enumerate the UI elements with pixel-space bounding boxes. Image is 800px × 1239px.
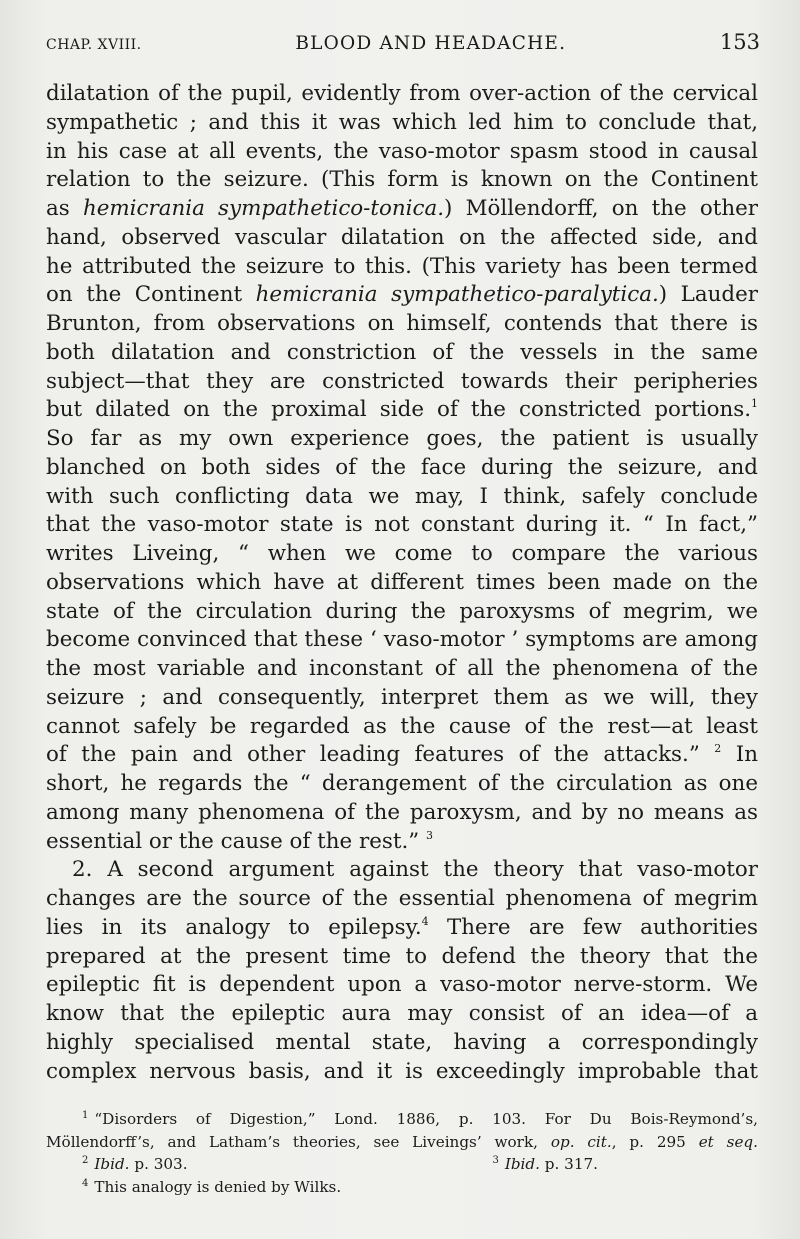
text-segment: among many phenomena of the paroxysm, and by no means as (46, 799, 758, 825)
text-segment: short, he regards the “ derangement of the circulation as one (46, 771, 758, 796)
text-line (46, 138, 758, 167)
italic-text: hemicrania sympathetico-paralytica. (255, 282, 659, 308)
text-segment: ) Möllendorff, on the other (444, 196, 758, 221)
text-line (46, 109, 758, 138)
text-segment: cannot safely be regarded as the cause of the rest—at least (46, 713, 758, 739)
text-segment: sympathetic ; and this it was which led him to conclude that, (46, 109, 758, 135)
text-segment: subject—that they are constricted towards their peripheries (46, 368, 758, 394)
text-line (46, 828, 758, 857)
text-line (46, 1029, 758, 1058)
text-segment: So far as my own experience goes, the patient is usually (46, 426, 758, 451)
text-segment: state of the circulation during the paroxysms of megrim, we (46, 598, 758, 624)
footnote-reference: 3 (425, 828, 433, 842)
footnote-marker: 3 (492, 1155, 499, 1166)
text-line (46, 1058, 758, 1087)
text-segment: Brunton, from observations on himself, contends that there is (46, 311, 758, 336)
text-segment: changes are the source of the essential phenomena of megrim (46, 886, 758, 911)
text-segment: writes Liveing, “ when we come to compare the various (46, 541, 758, 566)
text-line (46, 626, 758, 655)
running-head (46, 30, 760, 64)
text-segment: lies in its analogy to epilepsy. (46, 914, 422, 940)
text-line (46, 339, 758, 368)
text-line (46, 253, 758, 282)
footnote-reference: 4 (421, 914, 429, 928)
text-line (46, 454, 758, 483)
text-segment: epileptic fit is dependent upon a vaso-motor nerve-storm. We (46, 972, 758, 998)
text-line (46, 914, 758, 943)
text-segment: Möllendorff’s, and Latham’s theories, see Liveings’ work, (46, 1132, 551, 1151)
footnote-text: p. 317. (539, 1155, 598, 1173)
italic-text: et seq. (698, 1132, 758, 1151)
ibid-label: Ibid. (94, 1155, 130, 1173)
footnote-2 (82, 1153, 188, 1176)
text-segment: that the vaso-motor state is not constant during it. “ In fact,” (46, 512, 758, 538)
footnote-reference: 1 (751, 397, 758, 411)
text-segment: In (721, 742, 758, 768)
text-segment: “Disorders of Digestion,” Lond. 1886, p. 103. For Du Bois-Reymond’s, (94, 1110, 758, 1128)
text-line (46, 368, 758, 397)
text-line (46, 770, 758, 799)
text-segment: seizure ; and consequently, interpret them as we will, they (46, 684, 758, 710)
text-line (46, 713, 758, 742)
text-segment: become convinced that these ‘ vaso-motor ’ symptoms are among (46, 627, 758, 653)
text-line (46, 281, 758, 310)
footnote-3 (492, 1153, 598, 1176)
footnote-marker: 2 (82, 1155, 89, 1166)
text-segment: complex nervous basis, and it is exceedingly improbable that (46, 1058, 758, 1084)
text-segment: There are few authorities (428, 914, 758, 940)
text-segment: dilatation of the pupil, evidently from over-action of the cervical (46, 81, 758, 106)
text-line (46, 224, 758, 253)
text-segment: observations which have at different times been made on the (46, 569, 758, 595)
footnote-4 (46, 1176, 758, 1199)
text-line (46, 195, 758, 224)
text-segment: of the pain and other leading features of the attacks.” (46, 742, 715, 768)
text-line (46, 166, 758, 195)
footnote-1-continued (46, 1131, 758, 1154)
text-segment: know that the epileptic aura may consist of an idea—of a (46, 1001, 758, 1026)
page-title: BLOOD AND HEADACHE. (295, 33, 567, 54)
text-segment: hand, observed vascular dilatation on the affected side, and (46, 224, 758, 250)
text-segment: both dilatation and constriction of the vessels in the same (46, 339, 758, 365)
text-segment: with such conflicting data we may, I think, safely conclude (46, 483, 758, 509)
italic-text: op. cit. (550, 1132, 612, 1151)
text-segment: prepared at the present time to defend the theory that the (46, 943, 758, 969)
text-line (46, 511, 758, 540)
footnote-reference: 2 (714, 742, 722, 756)
footnotes (46, 1108, 758, 1198)
text-line (46, 971, 758, 1000)
text-line (46, 598, 758, 627)
text-segment: blanched on both sides of the face during the seizure, and (46, 454, 758, 480)
text-segment: the most variable and inconstant of all the phenomena of the (46, 656, 758, 681)
italic-text: hemicrania sympathetico-tonica. (82, 196, 445, 221)
footnote-1 (46, 1108, 758, 1131)
footnote-marker: 4 (82, 1177, 89, 1189)
text-line (46, 799, 758, 828)
text-line (46, 569, 758, 598)
text-line (46, 1000, 758, 1029)
ibid-label: Ibid. (504, 1155, 540, 1173)
text-segment: , p. 295 (611, 1132, 699, 1151)
text-line (46, 655, 758, 684)
text-segment: as (46, 196, 83, 221)
text-line (46, 684, 758, 713)
footnote-marker: 1 (82, 1110, 89, 1121)
text-line (46, 540, 758, 569)
text-segment: relation to the seizure. (This form is known on the Continent (46, 167, 758, 193)
chapter-label: CHAP. XVIII. (46, 37, 142, 53)
text-line (46, 483, 758, 512)
text-line (46, 396, 758, 425)
text-segment: highly specialised mental state, having a correspondingly (46, 1029, 758, 1055)
text-segment: essential or the cause of the rest.” (46, 828, 426, 854)
footnote-row-2-3 (46, 1153, 758, 1176)
page-number: 153 (719, 30, 760, 54)
text-segment: on the Continent (46, 282, 256, 308)
body-text (46, 80, 758, 1086)
text-segment: 2. A second argument against the theory that vaso-motor (72, 857, 758, 883)
text-segment: in his case at all events, the vaso-motor spasm stood in causal (46, 138, 758, 164)
text-line (46, 80, 758, 109)
text-line (46, 856, 758, 885)
footnote-text: p. 303. (129, 1155, 188, 1173)
text-line (46, 741, 758, 770)
footnote-text: This analogy is denied by Wilks. (94, 1177, 342, 1196)
text-line (46, 310, 758, 339)
text-line (46, 943, 758, 972)
text-segment: but dilated on the proximal side of the constricted portions. (46, 397, 751, 423)
text-line (46, 885, 758, 914)
text-line (46, 425, 758, 454)
text-segment: ) Lauder (658, 282, 758, 308)
text-segment: he attributed the seizure to this. (This variety has been termed (46, 253, 758, 279)
